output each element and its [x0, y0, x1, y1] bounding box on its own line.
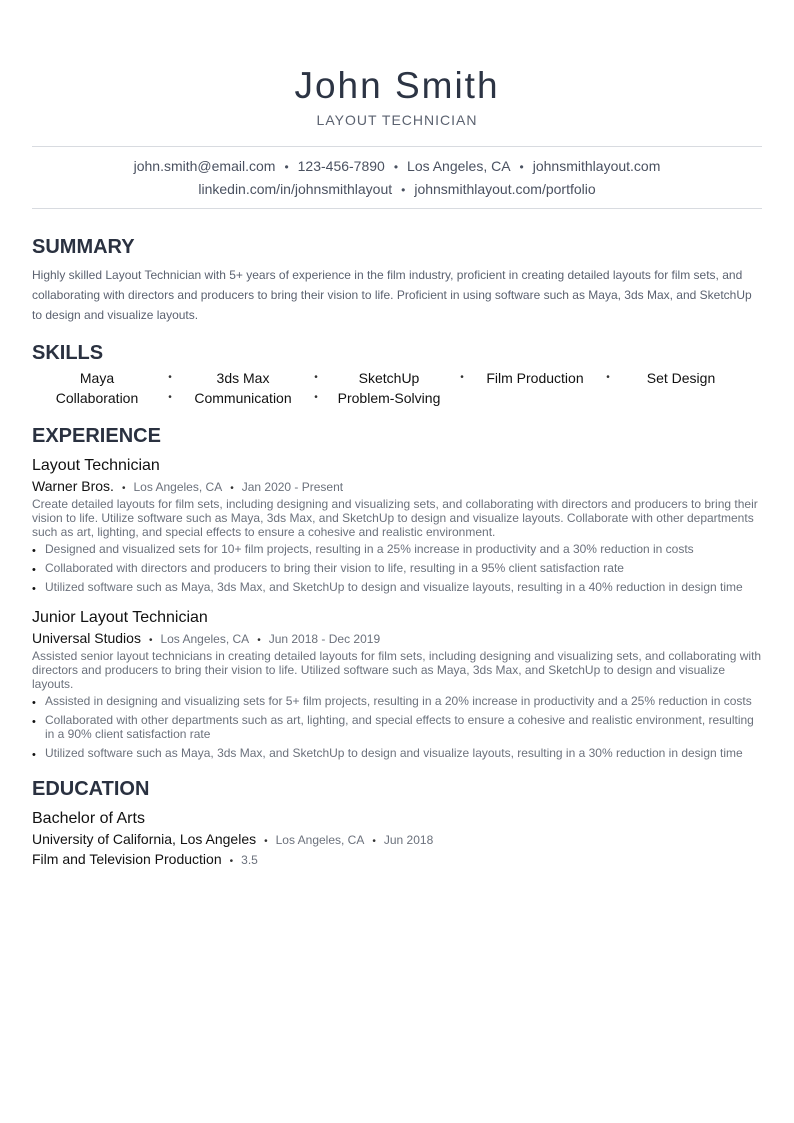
school-location: Los Angeles, CA — [275, 833, 365, 847]
job-entry-meta — [32, 628, 762, 648]
job-entry — [32, 455, 762, 594]
email-link[interactable]: john.smith@email.com — [133, 158, 276, 174]
separator-dot: • — [229, 856, 234, 867]
separator-dot: • — [121, 483, 126, 494]
job-achievements — [32, 694, 762, 760]
job-title: LAYOUT TECHNICIAN — [316, 112, 478, 128]
job-location: Los Angeles, CA — [133, 480, 223, 494]
job-achievements — [32, 542, 762, 594]
portfolio-link[interactable]: johnsmithlayout.com/portfolio — [414, 181, 596, 197]
skill-item: SketchUp — [358, 370, 420, 386]
separator-dot: • — [393, 160, 399, 174]
job-entry-title: Layout Technician — [32, 457, 160, 474]
separator-dot: • — [314, 392, 318, 403]
linkedin-link[interactable]: linkedin.com/in/johnsmithlayout — [198, 181, 393, 197]
school-name: University of California, Los Angeles — [32, 831, 257, 847]
education-heading: EDUCATION — [32, 778, 150, 800]
separator-dot: • — [372, 836, 376, 847]
field-of-study: Film and Television Production — [32, 851, 222, 867]
contact-line-2 — [32, 178, 762, 201]
separator-dot: • — [460, 372, 464, 383]
separator-dot: • — [606, 372, 610, 383]
separator-dot: • — [519, 160, 524, 174]
experience-heading: EXPERIENCE — [32, 425, 161, 447]
skills-heading: SKILLS — [32, 342, 104, 364]
company-name: Warner Bros. — [32, 478, 114, 494]
separator-dot: • — [401, 183, 406, 197]
achievement-item: • Utilized software such as Maya, 3ds Max, and SketchUp to design and visualize layouts, resulting in a 30% reduction in design time — [32, 746, 762, 760]
separator-dot: • — [314, 372, 318, 383]
job-description: Create detailed layouts for film sets, including designing and visualizing sets, and collaborating with directors and producers to bring their vision to life. Utilize software such as Maya, 3ds Max, and SketchUp to design and visualize layouts. Collaborate with other departments such as art, lighting, and special effects to ensure a cohesive and realistic environment. — [32, 497, 758, 539]
job-entry-meta — [32, 476, 762, 496]
job-description: Assisted senior layout technicians in creating detailed layouts for film sets, including designing and visualizing sets, and collaborating with directors and producers to bring their vision to life. Utilized software such as Maya, 3ds Max, and SketchUp to design and visualize layouts. — [32, 649, 762, 691]
achievement-item: • Assisted in designing and visualizing sets for 5+ film projects, resulting in a 20% increase in productivity and a 25% reduction in costs — [32, 694, 762, 708]
achievement-item: • Collaborated with other departments such as art, lighting, and special effects to ensure a cohesive and realistic environment, resulting in a 90% client satisfaction rate — [32, 713, 762, 741]
summary-heading: SUMMARY — [32, 236, 135, 258]
resume-page — [32, 0, 762, 869]
achievement-item: • Designed and visualized sets for 10+ film projects, resulting in a 25% increase in productivity and a 30% reduction in costs — [32, 542, 762, 556]
separator-dot: • — [264, 836, 268, 847]
achievement-item: • Collaborated with directors and producers to bring their vision to life, resulting in a 95% client satisfaction rate — [32, 561, 762, 575]
job-entry-title: Junior Layout Technician — [32, 609, 208, 626]
skill-item: Communication — [194, 390, 292, 406]
skill-item: Collaboration — [55, 390, 139, 406]
graduation-date: Jun 2018 — [383, 833, 434, 847]
degree-title: Bachelor of Arts — [32, 810, 145, 827]
location: Los Angeles, CA — [407, 158, 511, 174]
summary-text: Highly skilled Layout Technician with 5+ years of experience in the film industry, proficient in creating detailed layouts for film sets, and collaborating with directors and producers to bring their vision to life. Proficient in using software such as Maya, 3ds Max, and SketchUp to design and visualize layouts. — [32, 268, 752, 322]
school-line — [32, 829, 762, 849]
job-location: Los Angeles, CA — [160, 632, 250, 646]
separator-dot: • — [148, 635, 153, 646]
contact-line-1 — [32, 155, 762, 178]
phone-number[interactable]: 123-456-7890 — [297, 158, 385, 174]
contact-block — [32, 146, 762, 209]
gpa: 3.5 — [241, 853, 258, 867]
skill-item: Maya — [79, 370, 115, 386]
separator-dot: • — [257, 635, 261, 646]
separator-dot: • — [168, 372, 172, 383]
skill-item: 3ds Max — [216, 370, 270, 386]
job-dates: Jun 2018 - Dec 2019 — [268, 632, 381, 646]
skill-item: Film Production — [486, 370, 584, 386]
job-entry — [32, 607, 762, 760]
candidate-name: John Smith — [294, 65, 500, 106]
achievement-item: • Utilized software such as Maya, 3ds Max, and SketchUp to design and visualize layouts, resulting in a 40% reduction in design time — [32, 580, 762, 594]
separator-dot: • — [168, 392, 172, 403]
separator-dot: • — [284, 160, 289, 174]
field-line — [32, 849, 762, 869]
company-name: Universal Studios — [32, 630, 141, 646]
skills-list — [32, 368, 762, 408]
separator-dot: • — [230, 483, 234, 494]
job-dates: Jan 2020 - Present — [241, 480, 344, 494]
website-link[interactable]: johnsmithlayout.com — [532, 158, 661, 174]
skill-item: Problem-Solving — [337, 390, 441, 406]
skill-item: Set Design — [646, 370, 716, 386]
